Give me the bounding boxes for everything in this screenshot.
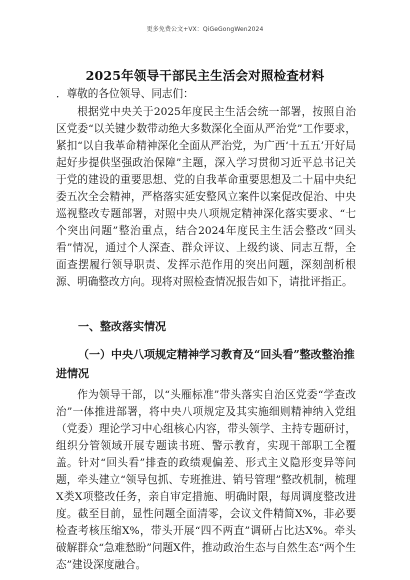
document-title: 2025年领导干部民主生活会对照检查材料 [85, 68, 325, 83]
salutation: ．尊敬的各位领导、同志们： [56, 88, 194, 100]
subsection-paragraph: 作为领导干部，以“头雁标准”带头落实自治区党委“学查改治”一体推进部署，将中央八项规定及其实施细则精神纳入党组（党委）理论学习中心组核心内容，带头领学、主持专题研讨，组织分管领域开展专题读书班、警示教育，实现干部职工全覆盖。针对“回头看”排查的政绩观偏差、形式主义隐形变异等问题，牵头建立“领导包抓、专班推进、销号管理”整改机制，梳理X类X项整改任务，亲自审定措施、明确时限，每周调度整改进度。截至目前，显性问题全面清零，会议文件精简X%，非必要检查考核压缩X%，带头开展“四不两直”调研占比达X%。牵头破解群众“急难愁盼”问题X件，推动政治生态与自然生态“两个生态”建设深度融合。 [56, 389, 356, 571]
intro-paragraph: 根据党中央关于2025年度民主生活会统一部署，按照自治区党委“以关键少数带动绝大多数深化全面从严治党”工作要求，紧扣“以自我革命精神深化全面从严治党，为广西‘十五五’开好局起好步提供坚强政治保障”主题，深入学习贯彻习近平总书记关于党的建设的重要思想、党的自我革命重要思想及二十届中央纪委五次全会精神，严格落实延安整风立案件以案促改促治、中央巡视整改专题部署，对照中央八项规定精神深化落实要求、“七个突出问题”整治重点，结合2024年度民主生活会整改“回头看”情况，通过个人深查、群众评议、上级约谈、同志互帮，全面查摆履行领导职责、发挥示范作用的突出问题，深刻剖析根源、明确整改方向。现将对照检查情况报告如下，请批评指正。 [56, 106, 356, 288]
subsection-heading: （一）中央八项规定精神学习教育及“回头看”整改整治推进情况 [56, 348, 355, 380]
section-heading: 一、整改落实情况 [78, 320, 166, 333]
watermark-text: 更多免费公文+VX：QiGeGongWen2024 [146, 26, 264, 33]
